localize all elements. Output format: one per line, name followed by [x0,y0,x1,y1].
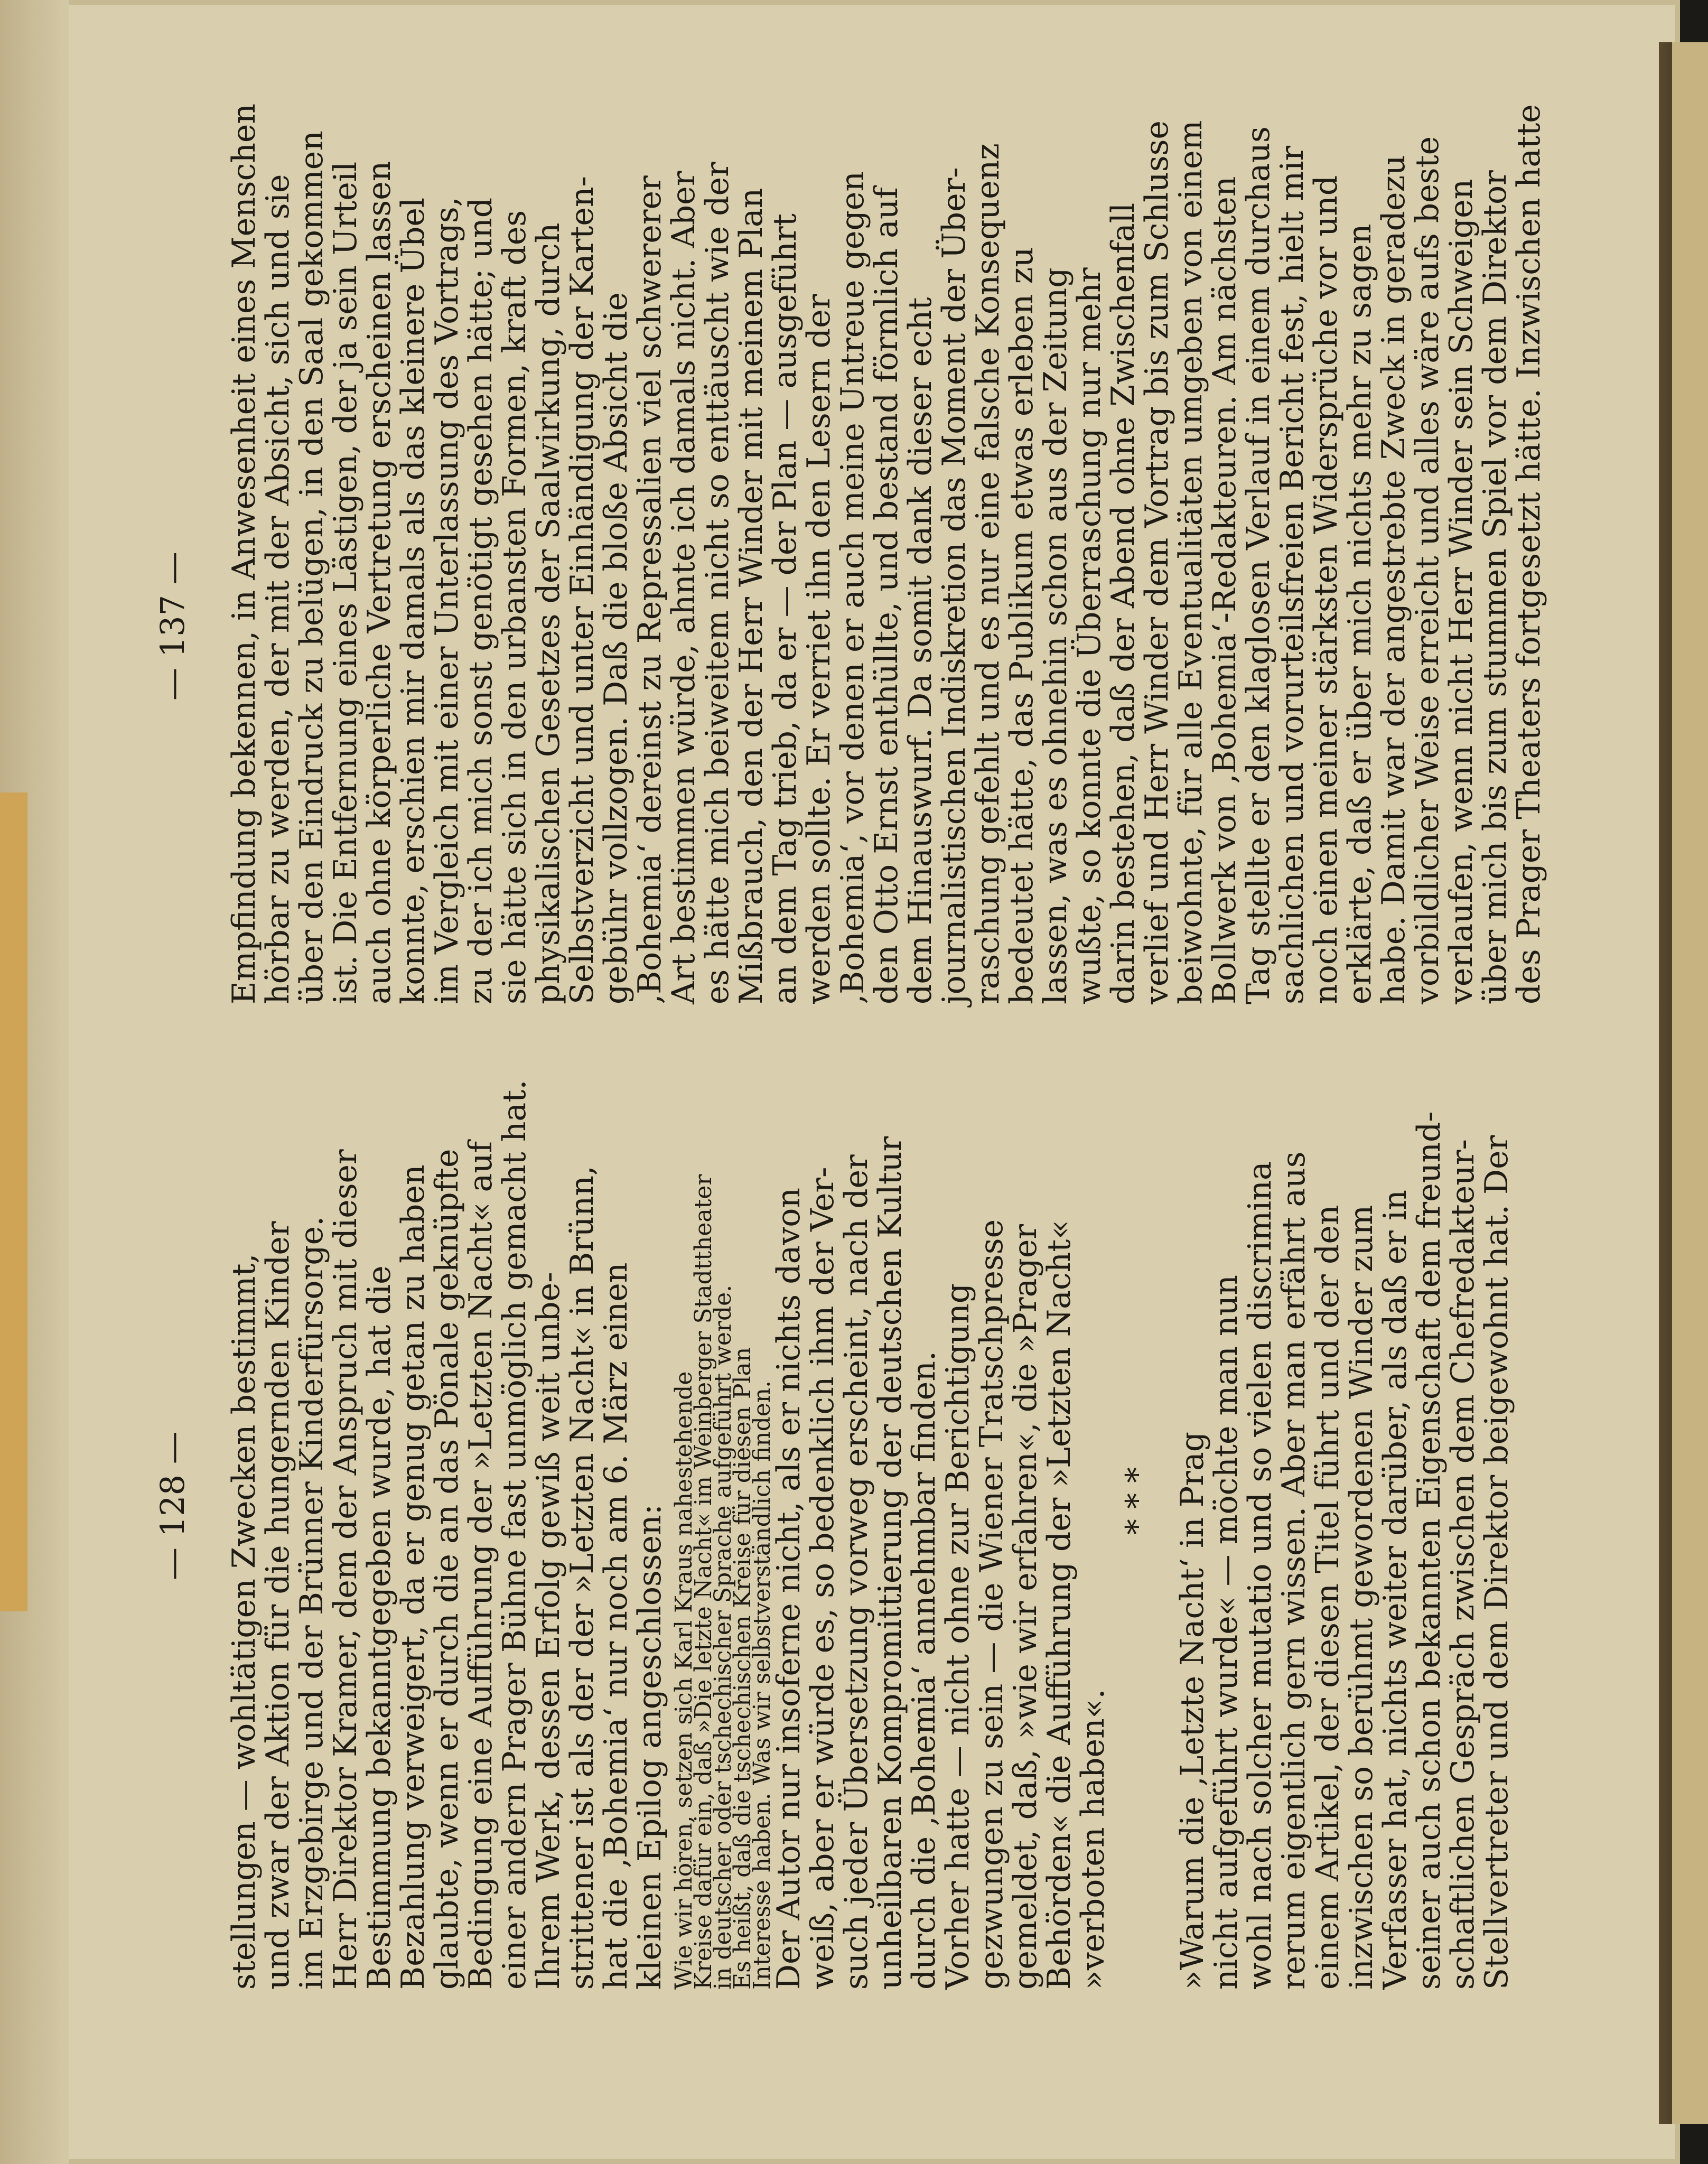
text-line: verlaufen, wenn nicht Herr Winder sein Schweigen [1443,179,1480,1004]
text-line: sie hätte sich in den urbansten Formen, kraft des [496,210,533,1004]
text-line: werden sollte. Er verriet ihn den Lesern der [800,294,837,1004]
text-line: des Prager Theaters fortgesetzt hätte. Inzwischen hatte [1510,104,1547,1004]
page-number-left: — 128 — [153,1431,192,1580]
text-line: vorbildlicher Weise erreicht und alles wäre aufs beste [1409,136,1446,1004]
text-line: ‚Bohemia‘ dereinst zu Repressalien viel schwererer [631,175,668,1004]
text-line: über den Eindruck zu belügen, in den Saal gekommen [293,130,330,1004]
text-line: beiwohnte, für alle Eventualitäten umgeben von einem [1172,120,1209,1004]
text-line: raschung gefehlt und es nur eine falsche Konsequenz [969,143,1006,1004]
text-line: Behörden« die Aufführung der »Letzten Nacht« [1041,1219,1078,1990]
text-line: weiß, aber er würde es, so bedenklich ihm der Ver- [804,1167,841,1990]
text-line: lassen, was es ohnehin schon aus der Zeitung [1037,267,1074,1004]
text-line: Wie wir hören, setzen sich Karl Kraus nahestehende [670,1371,697,1990]
text-line: Stellvertreter und dem Direktor beigewohnt hat. Der [1478,1135,1515,1990]
text-line: Tag stellte er den klaglosen Verlauf in einem durchaus [1240,126,1277,1004]
text-line: Interesse haben. Was wir selbstverständlich finden. [749,1380,776,1990]
text-line: Ihrem Werk, dessen Erfolg gewiß weit unbe- [530,1272,567,1990]
text-line: über mich bis zum stummen Spiel vor dem Direktor [1477,170,1514,1004]
text-line: Der Autor nur insoferne nicht, als er nichts davon [770,1187,807,1990]
text-line: einer andern Prager Bühne fast unmöglich gemacht hat. [496,1079,533,1990]
text-line: noch einen meiner stärksten Widersprüche vor und [1308,175,1345,1004]
text-line: stellungen — wohltätigen Zwecken bestimmt, [226,1253,263,1990]
text-line: sachlichen und vorurteilsfreien Bericht fest, hielt mir [1274,145,1311,1004]
text-line: ‚Bohemia‘, vor denen er auch meine Untreue gegen [834,171,871,1004]
text-line: gemeldet, daß, »wie wir erfahren«, die »Prager [1007,1224,1044,1990]
text-line: in deutscher oder tschechischer Sprache aufgeführt werde. [710,1284,736,1990]
text-line: Art bestimmen würde, ahnte ich damals nicht. Aber [665,171,702,1004]
section-stars: * * * [1119,1467,1156,1535]
text-line: erklärte, daß er über mich nichts mehr zu sagen [1341,223,1378,1004]
text-line: Vorher hatte — nicht ohne zur Berichtigung [939,1283,976,1990]
text-line: habe. Damit war der angestrebte Zweck in geradezu [1375,155,1412,1004]
text-line: journalistischen Indiskretion das Moment der Über- [936,167,973,1004]
text-line: Bestimmung bekanntgegeben wurde, hat die [361,1265,398,1990]
right-page-text [227,11,1546,1004]
text-line: wohl nach solcher mutatio und so vielen discrimina [1242,1161,1278,1990]
text-line: und zwar der Aktion für die hungernden Kinder [259,1221,296,1990]
text-line: im Erzgebirge und der Brünner Kinderfürsorge. [293,1216,330,1990]
text-line: Verfasser hat, nichts weiter darüber, als daß er in [1377,1190,1414,1990]
text-line: hörbar zu werden, der mit der Absicht, sich und sie [259,174,296,1004]
text-line: dem Hinauswurf. Da somit dank dieser echt [902,297,939,1004]
text-line: »verboten haben«. [1075,1689,1112,1990]
text-line: schaftlichen Gespräch zwischen dem Chefredakteur- [1444,1139,1481,1990]
text-line: strittener ist als der der »Letzten Nacht« in Brünn, [564,1165,601,1990]
text-line: durch die ‚Bohemia‘ annehmbar finden. [906,1351,942,1990]
text-line: Herr Direktor Kramer, dem der Anspruch mit dieser [327,1149,364,1990]
text-line: wußte, so konnte die Überraschung nur mehr [1071,267,1108,1004]
text-line: rerum eigentlich gern wissen. Aber man erfährt aus [1275,1151,1312,1990]
text-line: Bedingung eine Aufführung der »Letzten Nacht« auf [462,1141,499,1990]
text-line: einem Artikel, der diesen Titel führt und der den [1309,1205,1346,1990]
text-line: Selbstverzicht und unter Einhändigung der Karten- [564,176,601,1004]
text-line: konnte, erschien mir damals als das kleinere Übel [395,197,432,1004]
text-line: seiner auch schon bekannten Eigenschaft dem freund- [1411,1111,1448,1990]
text-line: gezwungen zu sein — die Wiener Tratschpresse [973,1219,1010,1990]
text-line: Kreise dafür ein, daß »Die letzte Nacht« im Weinberger Stadttheater [690,1174,717,1990]
text-line: glaubte, wenn er durch die an das Pönale geknüpfte [428,1149,465,1990]
text-line: Bollwerk von ‚Bohemia‘-Redakteuren. Am nächsten [1206,176,1243,1004]
text-line: hat die ‚Bohemia‘ nur noch am 6. März einen [598,1262,634,1990]
text-line: verlief und Herr Winder dem Vortrag bis zum Schlusse [1138,120,1175,1004]
text-line: den Otto Ernst enthüllte, und bestand förmlich auf [868,187,905,1004]
text-line: nicht aufgeführt wurde« — möchte man nun [1208,1275,1245,1990]
text-line: physikalischen Gesetzes der Saalwirkung, durch [530,222,567,1004]
text-line: Mißbrauch, den der Herr Winder mit meinem Plan [733,188,770,1004]
text-line: Bezahlung verweigert, da er genug getan zu haben [395,1164,432,1990]
text-line: »Warum die ‚Letzte Nacht‘ in Prag [1174,1431,1211,1990]
text-line: darin bestehen, daß der Abend ohne Zwischenfall [1105,202,1142,1004]
text-line: unheilbaren Kompromittierung der deutschen Kultur [872,1136,909,1990]
text-line: Es heißt, daß die tschechischen Kreise für diesen Plan [729,1347,756,1990]
page-number-right: — 137 — [153,552,192,701]
text-line: such jeder Übersetzung vorweg erscheint, nach der [838,1154,875,1990]
text-line: auch ohne körperliche Vertretung erscheinen lassen [361,161,398,1004]
text-line: bedeutet hätte, das Publikum etwas erleben zu [1003,247,1040,1004]
text-line: Empfindung bekennen, in Anwesenheit eines Menschen [226,104,263,1004]
text-line: zu der ich mich sonst genötigt gesehen hätte; und [462,197,499,1004]
text-line: im Vergleich mit einer Unterlassung des Vortrags, [428,197,465,1004]
text-line: ist. Die Entfernung eines Lästigen, der ja sein Urteil [327,161,364,1004]
text-line: gebühr vollzogen. Daß die bloße Absicht die [598,292,634,1004]
text-line: es hätte mich beiweitem nicht so enttäuscht wie der [699,162,736,1004]
left-page-text [227,1012,1514,1990]
text-line: an dem Tag trieb, da er — der Plan — ausgeführt [767,213,804,1004]
text-line: inzwischen so berühmt gewordenen Winder zum [1343,1205,1380,1990]
text-line: kleinen Epilog angeschlossen: [631,1504,668,1990]
